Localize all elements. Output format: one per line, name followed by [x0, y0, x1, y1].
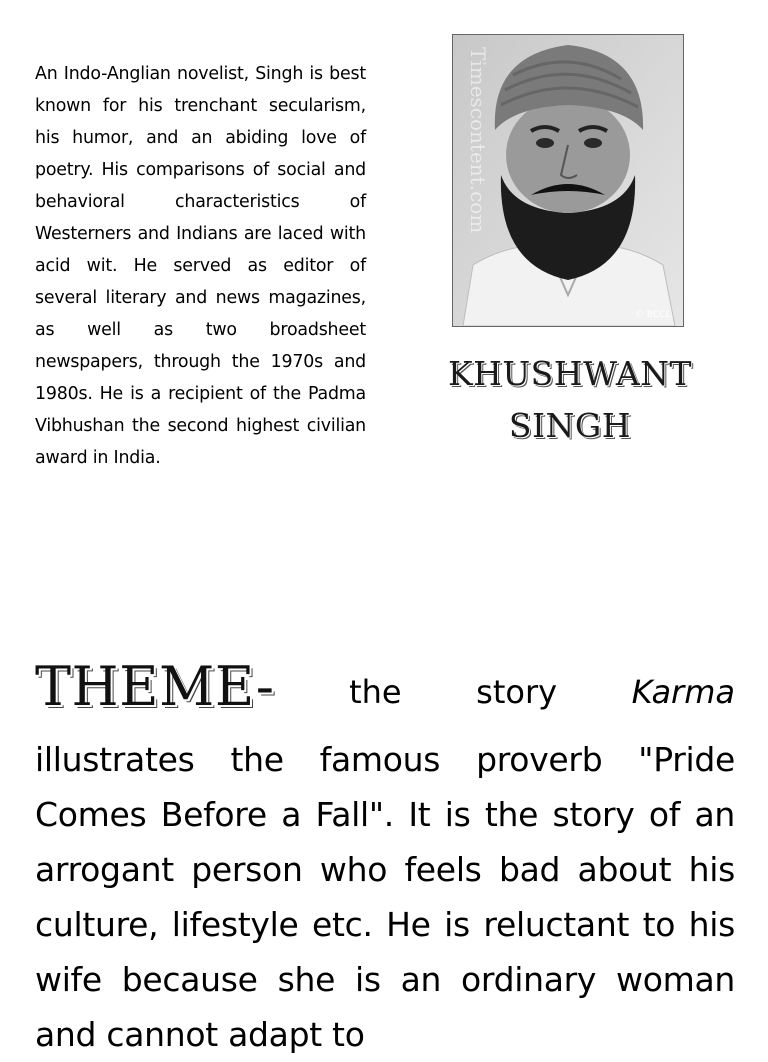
theme-word-the: the: [349, 673, 402, 711]
theme-body: illustrates the famous proverb "Pride Comes Before a Fall". It is the story of an arrogant person who feels bad about his culture, lifestyle etc. He is reluctant to his wife because she is an ordinary woman and cannot adapt to: [35, 740, 735, 1054]
author-bio: An Indo-Anglian novelist, Singh is best known for his trenchant secularism, his humor, and an abiding love of poetry. His comparisons of social and behavioral characteristics of Westerners and Indians are laced with acid wit. He served as editor of several literary and news magazines, as well as two broadsheet newspapers, through the 1970s and 1980s. He is a recipient of the Padma Vibhushan the second highest civilian award in India.: [35, 64, 366, 468]
portrait-image: [453, 35, 683, 326]
author-first-name: KHUSHWANT: [447, 354, 693, 393]
author-last-name: SINGH: [508, 406, 632, 445]
author-name: [420, 348, 720, 452]
theme-section: [35, 648, 735, 1062]
theme-first-line: [35, 648, 735, 716]
theme-heading: THEME-: [35, 655, 275, 718]
story-title: Karma: [631, 673, 735, 711]
photo-watermark: Timescontent.com: [466, 47, 490, 234]
author-photo: [452, 34, 684, 327]
theme-word-story: story: [476, 673, 558, 711]
photo-credit: © BCCL: [635, 310, 671, 320]
